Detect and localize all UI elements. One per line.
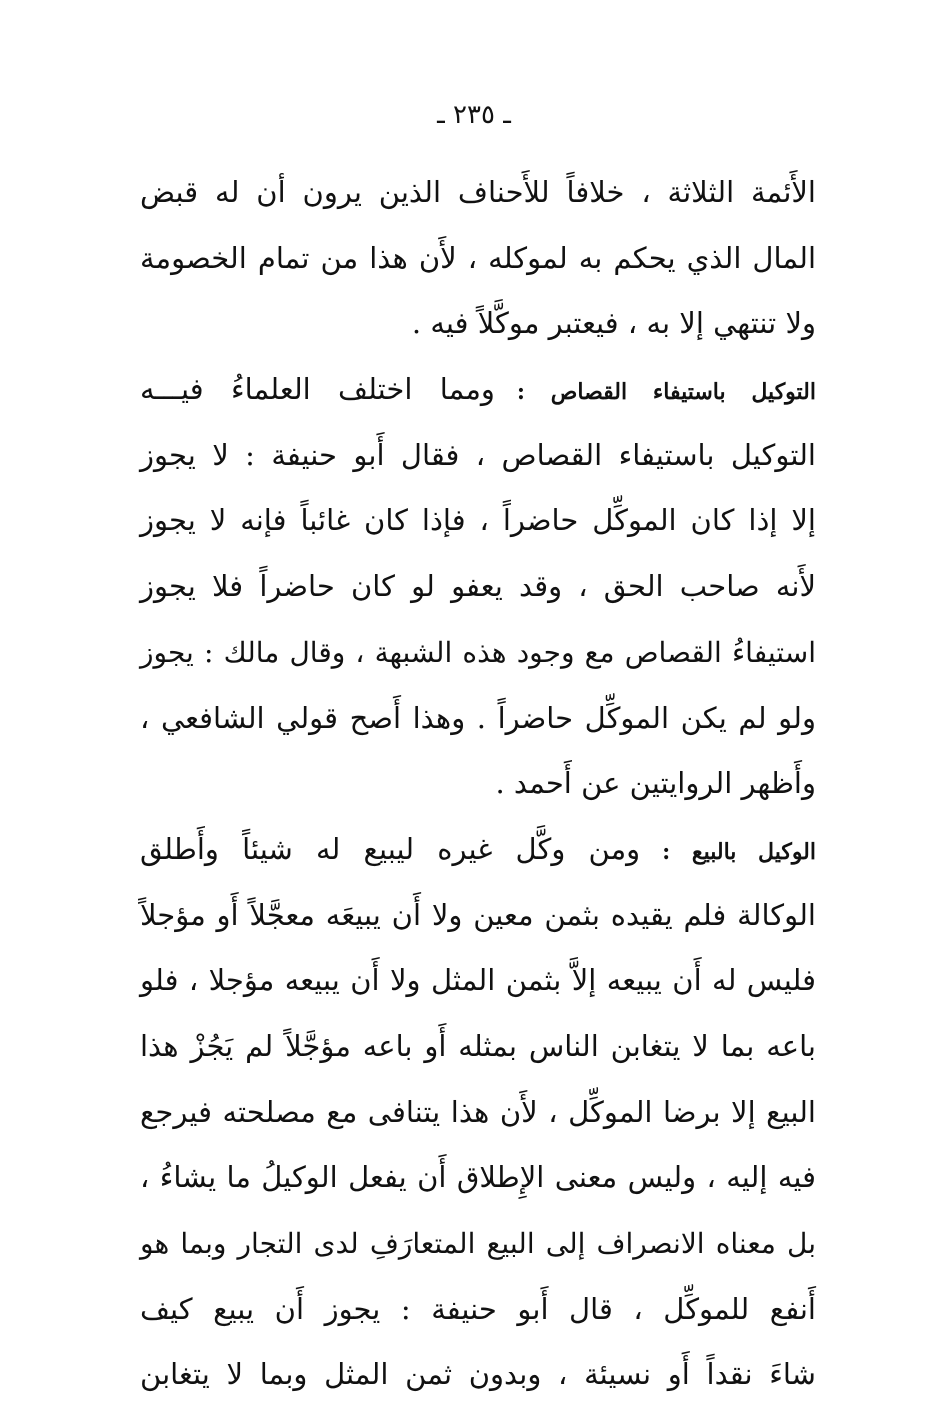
text-line — [140, 1211, 816, 1277]
line-text: التوكيل باستيفاء القصاص ، فقال أَبو حنيفة : لا يجوز — [140, 437, 816, 472]
line-text: الأَئمة الثلاثة ، خلافاً للأَحناف الذين يرون أن له قبض — [140, 175, 816, 209]
text-line — [140, 1342, 816, 1408]
text-line — [140, 226, 816, 292]
line-text: أَنفع للموكِّل ، قال أَبو حنيفة : يجوز أَن يبيع كيف — [140, 1291, 816, 1326]
text-line — [140, 1145, 816, 1211]
text-line — [140, 620, 816, 686]
text-line — [140, 751, 816, 817]
text-line — [140, 554, 816, 620]
line-text: فليس له أَن يبيعه إلاَّ بثمن المثل ولا أَن يبيعه مؤجلا ، فلو — [140, 963, 816, 998]
line-text: باعه بما لا يتغابن الناس بمثله أَو باعه مؤجَّلاً لم يَجُزْ هذا — [140, 1028, 816, 1063]
text-line — [140, 948, 816, 1014]
line-text: استيفاءُ القصاص مع وجود هذه الشبهة ، وقال مالك : يجوز — [140, 635, 816, 669]
line-text: ولو لم يكن الموكِّل حاضراً . وهذا أَصح قولي الشافعي ، — [140, 700, 816, 735]
section-heading: الوكيل بالبيع : — [662, 838, 816, 865]
text-line — [140, 423, 816, 489]
line-text: شاءَ نقداً أَو نسيئة ، وبدون ثمن المثل وبما لا يتغابن — [140, 1357, 816, 1392]
line-text: بل معناه الانصراف إلى البيع المتعارَفِ لدى التجار وبما هو — [140, 1227, 816, 1260]
text-line — [140, 1014, 816, 1080]
line-text: المال الذي يحكم به لموكله ، لأَن هذا من تمام الخصومة — [140, 240, 816, 275]
line-text: فيه إليه ، وليس معنى الإِطلاق أَن يفعل الوكيلُ ما يشاءُ ، — [140, 1160, 816, 1195]
line-text: وأَظهر الروايتين عن أَحمد . — [495, 766, 816, 801]
line-text: الوكالة فلم يقيده بثمن معين ولا أَن يبيعَه معجَّلاً أَو مؤجلاً — [140, 897, 816, 932]
text-line — [140, 686, 816, 752]
line-text: إلا إذا كان الموكِّل حاضراً ، فإذا كان غائباً فإنه لا يجوز — [140, 503, 816, 538]
text-line — [140, 1080, 816, 1146]
text-line — [140, 488, 816, 554]
section-heading: التوكيل باستيفاء القصاص : — [516, 379, 816, 406]
line-text: ولا تنتهي إلا به ، فيعتبر موكَّلاً فيه . — [411, 306, 816, 341]
line-text: لأَنه صاحب الحق ، وقد يعفو لو كان حاضراً فلا يجوز — [140, 569, 816, 604]
line-text: البيع إلا برضا الموكِّل ، لأَن هذا يتنافى مع مصلحته فيرجع — [140, 1094, 816, 1129]
text-line — [140, 291, 816, 357]
line-text: ومن وكَّل غيره ليبيع له شيئاً وأَطلق — [140, 831, 641, 866]
page-number: ـ ٢٣٥ ـ — [437, 100, 511, 130]
text-line — [140, 817, 816, 883]
text-line — [140, 160, 816, 226]
text-line — [140, 1277, 816, 1343]
line-text: ومما اختلف العلماءُ فيـــه — [140, 372, 495, 407]
text-line — [140, 883, 816, 949]
text-block — [140, 160, 816, 1408]
text-line — [140, 357, 816, 423]
